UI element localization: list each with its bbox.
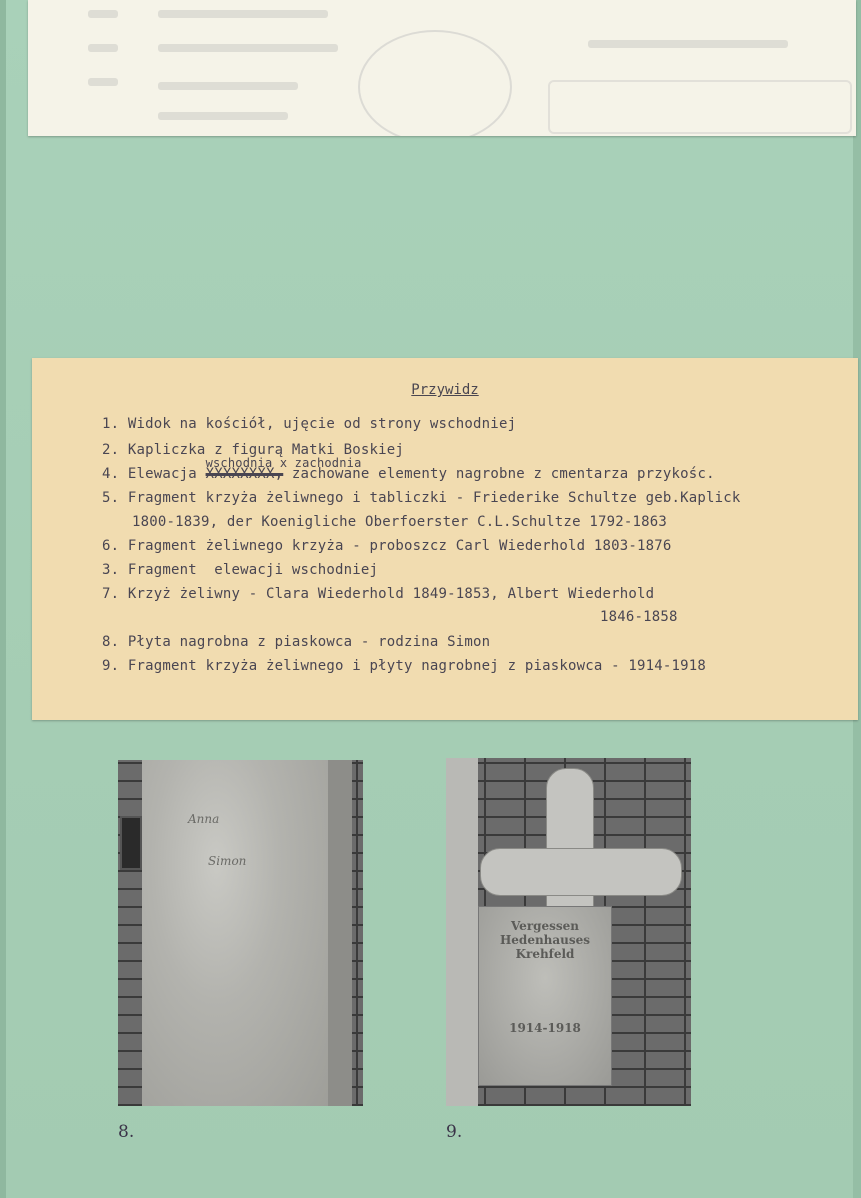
board-left-edge	[0, 0, 6, 1198]
label-title: Przywidz	[411, 382, 479, 398]
entry-7-continued	[600, 609, 678, 625]
struck-text: XXXXXXXX,	[205, 466, 284, 482]
entry-number: 6.	[102, 538, 120, 554]
plate-text: Vergessen	[510, 919, 580, 933]
entry-text: Elewacja	[127, 466, 197, 482]
entry-text: Krzyż żeliwny - Clara Wiederhold 1849-1853, Albert Wiederhold	[127, 586, 655, 602]
entry-text: Kapliczka z figurą Matki Boskiej	[127, 442, 405, 458]
photo-9-cross-and-plate	[446, 758, 691, 1106]
entry-number: 9.	[102, 658, 120, 674]
entry-8	[102, 634, 490, 650]
ghost-mark	[88, 10, 118, 18]
plate-text: Krehfeld	[515, 947, 575, 961]
entry-5	[102, 490, 741, 506]
top-pasted-sheet	[28, 0, 856, 136]
plate-text: 1914-1918	[509, 1021, 581, 1035]
photo-8-caption: 8.	[118, 1122, 135, 1142]
photo-8-gravestone	[118, 760, 363, 1106]
ghost-stamp	[358, 30, 512, 136]
ghost-mark	[158, 112, 288, 120]
ghost-mark	[158, 10, 328, 18]
entry-number: 3.	[102, 562, 120, 578]
ghost-mark	[158, 44, 338, 52]
entry-text: 1800-1839, der Koenigliche Oberfoerster C.L.Schultze 1792-1863	[132, 514, 667, 530]
entry-text: Fragment elewacji wschodniej	[127, 562, 379, 578]
ghost-mark	[88, 78, 118, 86]
entry-6	[102, 538, 672, 554]
entry-4	[102, 456, 715, 482]
iron-ornament	[120, 816, 142, 870]
entry-5-continued	[132, 514, 667, 530]
wooden-pole	[446, 758, 478, 1106]
entry-text: zachowane elementy nagrobne z cmentarza przykośc.	[291, 466, 715, 482]
entry-text: 1846-1858	[600, 609, 678, 625]
entry-number: 1.	[102, 416, 120, 432]
entry-1	[102, 416, 516, 432]
entry-number: 8.	[102, 634, 120, 650]
sandstone-slab	[142, 760, 328, 1106]
slab-inscription: Simon	[208, 854, 247, 868]
entry-text: Fragment żeliwnego krzyża - proboszcz Carl Wiederhold 1803-1876	[127, 538, 672, 554]
ghost-box	[548, 80, 852, 134]
cast-iron-cross-horizontal	[480, 848, 682, 896]
ghost-mark	[588, 40, 788, 48]
photo-9-caption: 9.	[446, 1122, 463, 1142]
entry-text: Płyta nagrobna z piaskowca - rodzina Simon	[127, 634, 491, 650]
ghost-mark	[88, 44, 118, 52]
slab-inscription: Anna	[188, 812, 220, 826]
entry-text: Fragment krzyża żeliwnego i tabliczki - Friederike Schultze geb.Kaplick	[127, 490, 741, 506]
entry-text: Fragment krzyża żeliwnego i płyty nagrobnej z piaskowca - 1914-1918	[127, 658, 707, 674]
overtyped-text: wschodnia x zachodnia	[205, 456, 362, 470]
typed-label	[32, 358, 858, 720]
entry-number: 7.	[102, 586, 120, 602]
entry-7	[102, 586, 654, 602]
entry-9	[102, 658, 706, 674]
entry-number: 5.	[102, 490, 120, 506]
plate-text: Hedenhauses	[499, 933, 591, 947]
entry-number: 2.	[102, 442, 120, 458]
sandstone-plate	[478, 906, 612, 1086]
entry-number: 4.	[102, 466, 120, 482]
entry-3	[102, 562, 378, 578]
entry-text: Widok na kościół, ujęcie od strony wschodniej	[127, 416, 517, 432]
ghost-mark	[158, 82, 298, 90]
slab-side	[328, 760, 352, 1106]
